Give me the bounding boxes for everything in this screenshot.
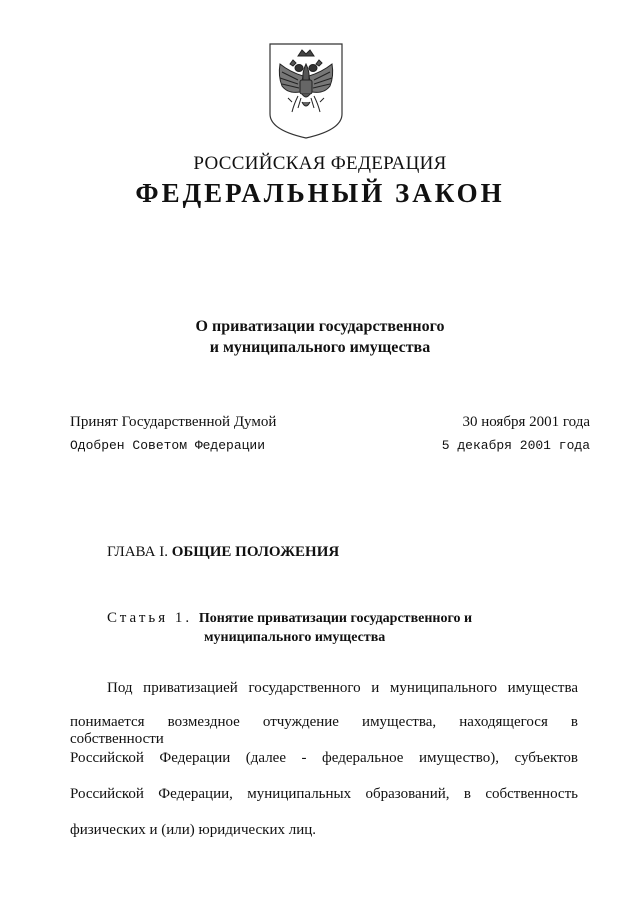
chapter-heading xyxy=(107,544,339,561)
adoption-duma-row xyxy=(70,414,590,431)
coat-of-arms-emblem xyxy=(268,42,344,140)
body-line: Российской Федерации, муниципальных образований, в собственность xyxy=(70,786,578,802)
chapter-label: ГЛАВА I. xyxy=(107,544,172,560)
country-name: РОССИЙСКАЯ ФЕДЕРАЦИЯ xyxy=(193,153,447,174)
body-line: Под приватизацией государственного и муниципального имущества xyxy=(107,680,578,696)
chapter-title: ОБЩИЕ ПОЛОЖЕНИЯ xyxy=(171,544,340,560)
body-line: Российской Федерации (далее - федеральное имущество), субъектов xyxy=(70,750,578,766)
body-line: физических и (или) юридических лиц. xyxy=(70,822,317,838)
law-type-heading: ФЕДЕРАЛЬНЫЙ ЗАКОН xyxy=(135,178,505,208)
duma-date: 30 ноября 2001 года xyxy=(462,414,590,430)
law-title-line-1: О приватизации государственного xyxy=(195,318,445,335)
adoption-council-row xyxy=(70,438,590,453)
article-title-line-1: Понятие приватизации государственного и xyxy=(198,611,473,626)
article-title-line-2: муниципального имущества xyxy=(204,630,386,645)
article-heading xyxy=(107,608,473,645)
law-title xyxy=(0,316,640,358)
council-date: 5 декабря 2001 года xyxy=(441,438,590,453)
article-label: Статья 1. xyxy=(107,610,199,626)
council-label: Одобрен Советом Федерации xyxy=(70,438,266,453)
law-title-line-2: и муниципального имущества xyxy=(209,339,431,356)
body-line: понимается возмездное отчуждение имущества, находящегося в собственности xyxy=(70,714,578,747)
duma-label: Принят Государственной Думой xyxy=(70,414,277,430)
